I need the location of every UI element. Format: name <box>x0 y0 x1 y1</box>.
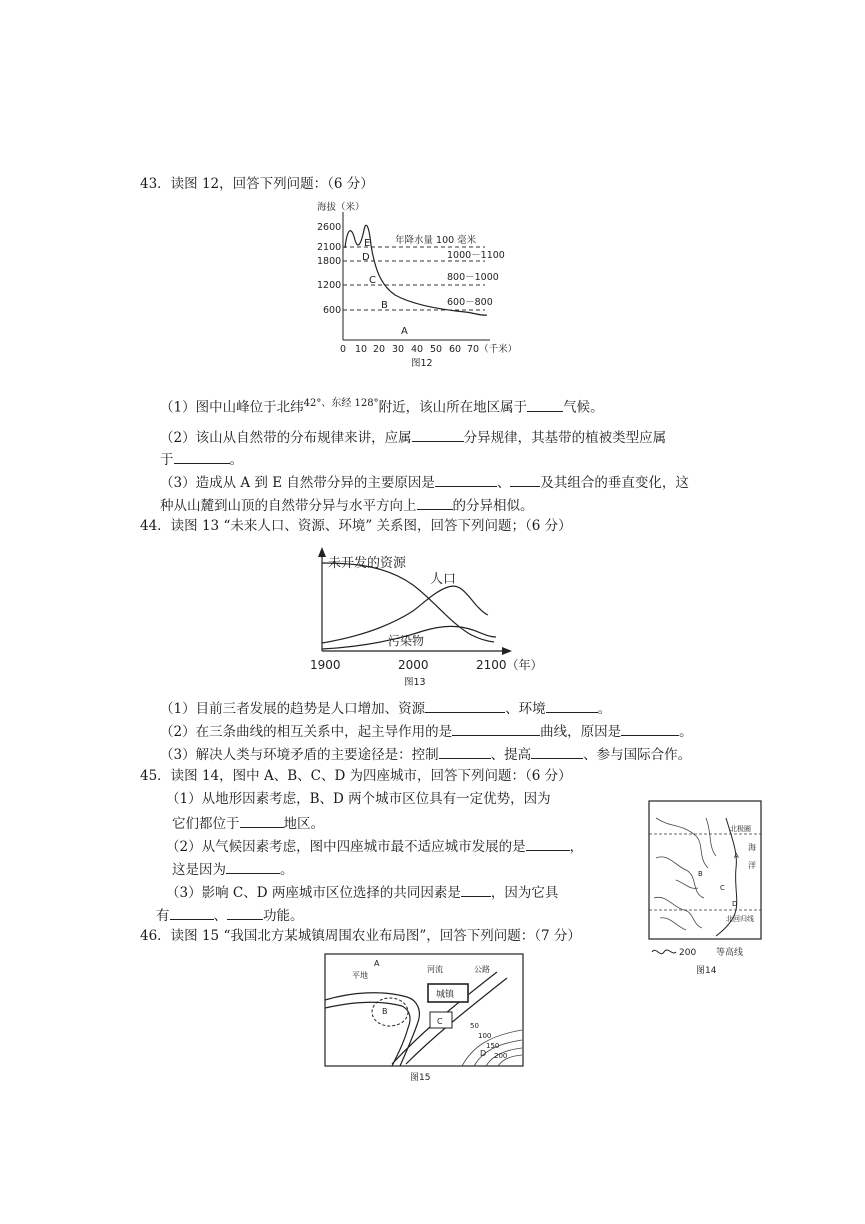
q43-3-blank-2[interactable] <box>510 472 540 487</box>
fig12-rain-label: 800－1000 <box>447 272 499 283</box>
q45-2-cont <box>172 859 294 879</box>
q43-2-cont <box>160 449 243 469</box>
fig15-label: 公路 <box>474 965 490 974</box>
q43-3-text-d: 种从山麓到山顶的自然带分异与水平方向上 <box>160 498 417 514</box>
fig14-label: 海 <box>748 843 756 852</box>
fig12-zone-label: A <box>401 326 408 337</box>
fig12-xtick: 40 <box>411 344 424 355</box>
fig12-rain-label: 1000－1100 <box>447 250 505 261</box>
fig15-label: D <box>480 1049 487 1058</box>
q45-3-text-d: 、 <box>213 908 227 924</box>
q45-3-blank-2[interactable] <box>170 905 214 920</box>
fig15-contour-label: 200 <box>494 1052 508 1060</box>
figure-15 <box>322 952 527 1084</box>
q43-1-text-c: 气候。 <box>563 399 604 416</box>
fig12-ylabel: 海拔（米） <box>317 202 365 213</box>
fig14-label: 洋 <box>748 861 756 870</box>
q44-3-text-b: 、提高 <box>490 747 532 763</box>
figure-12-chart <box>315 200 530 370</box>
q45-3-text: （3）影响 C、D 两座城市区位选择的共同因素是 <box>166 885 461 901</box>
fig12-xtick: 70（千米） <box>467 344 518 355</box>
figure-12 <box>315 200 530 370</box>
q45-3-text-c: 有 <box>156 908 170 924</box>
q43-2 <box>160 427 666 447</box>
q45-1-text-b: 它们都位于 <box>172 816 240 832</box>
fig13-caption: 图13 <box>404 677 426 688</box>
fig12-rain-label: 年降水量 100 毫米 <box>395 235 477 246</box>
q44-2-text: （2）在三条曲线的相互关系中，起主导作用的是 <box>160 724 453 740</box>
fig14-caption: 图14 <box>696 966 717 976</box>
q43-2-text-c: 于 <box>160 452 174 468</box>
fig12-xtick: 0 <box>340 344 347 355</box>
fig12-ytick: 600 <box>323 305 342 316</box>
q44-1-blank[interactable] <box>425 698 505 713</box>
q44-3-blank[interactable] <box>439 744 491 759</box>
fig13-xtick: 2100（年） <box>476 658 543 672</box>
q43-3 <box>160 472 689 492</box>
fig12-zone-label: B <box>381 300 388 311</box>
q43-3-text-b: 、 <box>496 475 511 491</box>
fig15-label: 平地 <box>352 971 368 980</box>
fig15-caption: 图15 <box>410 1073 431 1083</box>
fig12-ytick: 1200 <box>317 280 342 291</box>
q45-3-text-b: ，因为它具 <box>490 885 559 901</box>
q44-3 <box>160 744 691 764</box>
fig12-zone-label: C <box>369 275 376 286</box>
q43-1-coord: 42°、东经 128° <box>303 398 379 409</box>
q45-2-blank[interactable] <box>526 836 570 851</box>
q44-2-text-c: 。 <box>679 724 693 740</box>
q44-2-text-b: 曲线，原因是 <box>540 724 622 740</box>
q43-3-blank-3[interactable] <box>417 495 453 510</box>
q45-1-cont <box>172 813 324 833</box>
q43-3-text-e: 的分异相似。 <box>452 498 534 514</box>
fig13-xtick: 1900 <box>310 658 341 672</box>
q45-3-blank-3[interactable] <box>227 905 263 920</box>
q43-2-text: （2）该山从自然带的分布规律来讲，应属 <box>160 430 412 446</box>
fig14-legend-label: 等高线 <box>716 948 744 958</box>
q43-2-text-d: 。 <box>229 452 243 468</box>
q43-1-text-b: 附近，该山所在地区属于 <box>378 399 528 416</box>
q44-1-text-c: 。 <box>597 701 612 717</box>
fig13-xtick: 2000 <box>398 658 429 672</box>
fig14-city: B <box>698 870 703 878</box>
fig14-label: 北回归线 <box>726 915 754 923</box>
q44-1-blank-2[interactable] <box>546 698 598 713</box>
fig14-label: 北极圈 <box>730 825 751 833</box>
fig15-label: A <box>374 959 380 968</box>
q43-3-blank[interactable] <box>435 472 497 487</box>
q45-2-text-c: 这是因为 <box>172 862 226 878</box>
fig12-ytick: 1800 <box>317 256 342 267</box>
fig15-label: 城镇 <box>436 990 455 1000</box>
figure-14-map <box>646 798 766 978</box>
q44-3-text: （3）解决人类与环境矛盾的主要途径是：控制 <box>160 747 439 763</box>
q45-title: 45．读图 14，图中 A、B、C、D 为四座城市，回答下列问题：（6 分） <box>140 768 572 784</box>
fig15-label: B <box>382 1007 388 1016</box>
q43-1 <box>160 395 604 417</box>
q44-3-text-c: 、参与国际合作。 <box>583 747 692 763</box>
fig12-xtick: 30 <box>392 344 405 355</box>
fig12-zone-label: E <box>364 238 371 249</box>
fig15-contour-label: 50 <box>470 1022 479 1030</box>
q44-2-blank[interactable] <box>452 721 540 736</box>
q44-1-text-b: 、环境 <box>505 701 546 717</box>
fig14-city: D <box>732 900 738 908</box>
fig12-xtick: 60 <box>449 344 462 355</box>
fig13-label-resource: 未开发的资源 <box>328 556 407 571</box>
q44-3-blank-2[interactable] <box>531 744 583 759</box>
fig14-city: C <box>720 884 725 892</box>
fig13-label-pollution: 污染物 <box>388 634 425 648</box>
figure-15-map <box>322 952 527 1084</box>
fig12-xtick: 20 <box>373 344 386 355</box>
q45-1-text-c: 地区。 <box>283 816 324 832</box>
q45-3-text-e: 功能。 <box>263 908 304 924</box>
q44-2 <box>160 721 693 741</box>
q45-2-text: （2）从气候因素考虑，图中四座城市最不适应城市发展的是 <box>166 839 526 855</box>
q43-1-blank[interactable] <box>527 397 563 412</box>
q45-2-text-d: 。 <box>280 862 294 878</box>
q45-2-blank-2[interactable] <box>226 859 280 874</box>
q46-title: 46．读图 15 “我国北方某城镇周围农业布局图”，回答下列问题：（7 分） <box>140 928 581 944</box>
figure-13-chart <box>308 545 548 690</box>
q44-2-blank-2[interactable] <box>621 721 679 736</box>
fig12-ytick: 2100 <box>317 242 342 253</box>
fig13-y-arrow <box>318 547 326 557</box>
fig12-caption: 图12 <box>411 358 433 369</box>
q43-2-blank[interactable] <box>412 427 464 442</box>
q43-3-text: （3）造成从 A 到 E 自然带分异的主要原因是 <box>160 475 435 491</box>
q44-title: 44．读图 13 “未来人口、资源、环境” 关系图，回答下列问题；（6 分） <box>140 518 572 534</box>
q43-title: 43．读图 12，回答下列问题：（6 分） <box>140 176 374 192</box>
q43-1-text: （1）图中山峰位于北纬 <box>160 399 304 416</box>
q45-1: （1）从地形因素考虑，B、D 两个城市区位具有一定优势，因为 <box>166 791 551 807</box>
figure-13 <box>308 545 548 690</box>
q45-3 <box>166 882 558 902</box>
q43-3-cont <box>160 495 534 515</box>
fig12-zone-label: D <box>362 252 370 263</box>
fig14-legend-value: 200 <box>679 948 697 958</box>
fig15-contour-label: 100 <box>478 1032 492 1040</box>
fig13-label-population: 人口 <box>430 572 457 587</box>
q43-3-text-c: 及其组合的垂直变化，这 <box>540 475 689 491</box>
fig14-legend-contour-icon <box>652 950 676 954</box>
q45-1-blank[interactable] <box>240 813 284 828</box>
fig13-x-arrow <box>502 647 512 655</box>
q45-3-cont <box>156 905 304 925</box>
fig14-city: A <box>734 852 739 860</box>
fig12-xtick: 50 <box>430 344 443 355</box>
fig15-label: 河流 <box>427 965 443 974</box>
q44-1-text: （1）目前三者发展的趋势是人口增加、资源 <box>160 701 426 717</box>
fig12-ytick: 2600 <box>317 222 342 233</box>
q45-3-blank[interactable] <box>461 882 491 897</box>
q45-2-text-b: ， <box>569 839 584 855</box>
q43-2-blank-2[interactable] <box>174 449 230 464</box>
fig12-rain-label: 600－800 <box>447 297 493 308</box>
figure-14 <box>646 798 766 978</box>
fig15-contour-label: 150 <box>486 1042 500 1050</box>
q43-2-text-b: 分异规律，其基带的植被类型应属 <box>463 430 667 446</box>
fig13-curve-resource <box>322 563 494 642</box>
fig15-label: C <box>437 1017 443 1026</box>
fig12-xtick: 10 <box>355 344 368 355</box>
q45-2 <box>166 836 583 856</box>
q44-1 <box>160 698 611 718</box>
